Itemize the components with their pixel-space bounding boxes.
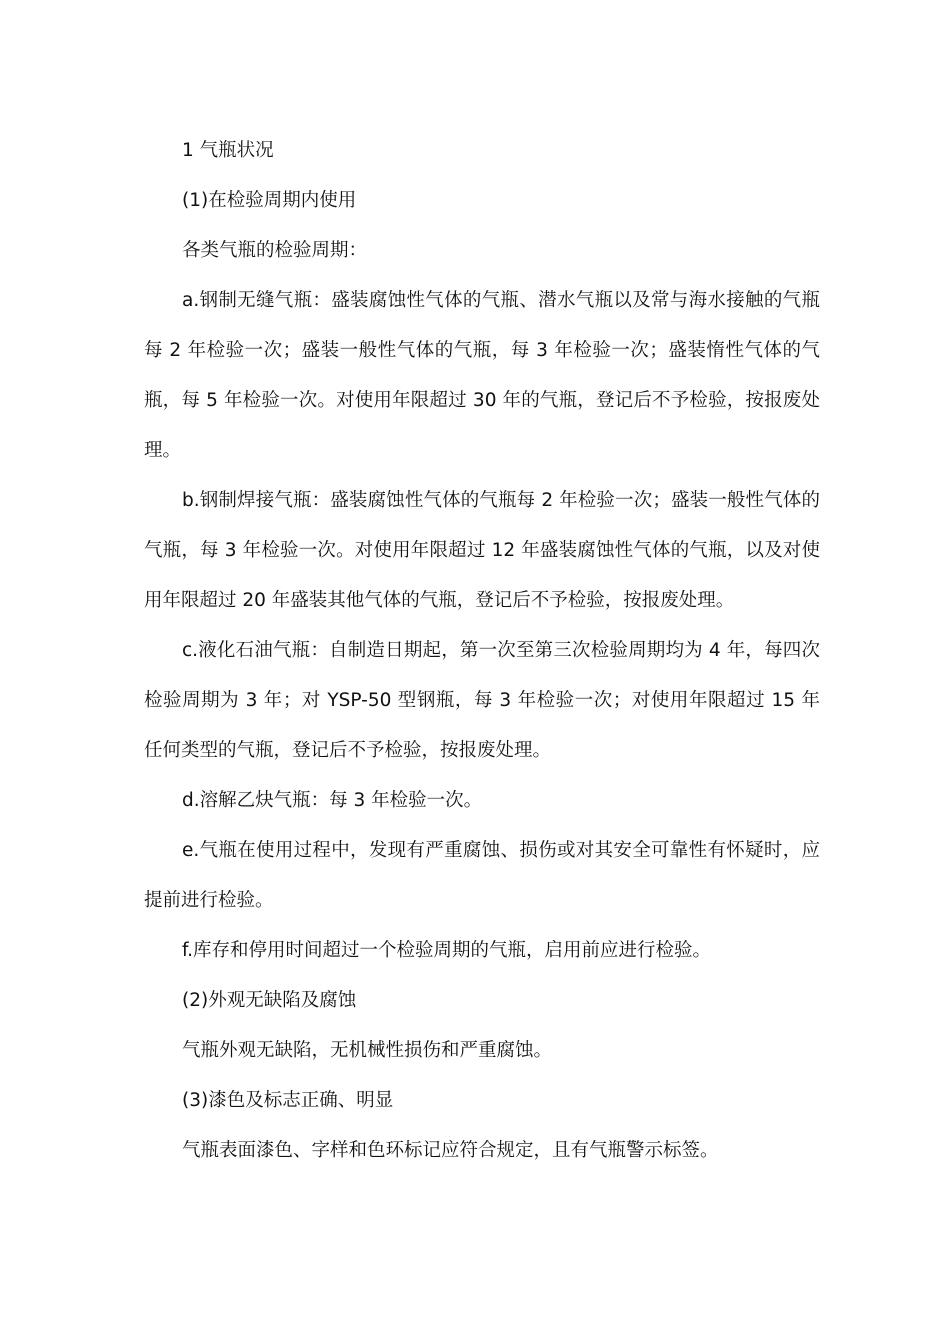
list-item: a.钢制无缝气瓶：盛装腐蚀性气体的气瓶、潜水气瓶以及常与海水接触的气瓶每 2 年检验一次；盛装一般性气体的气瓶，每 3 年检验一次；盛装惰性气体的气瓶，每 5 年检验一次。对使用年限超过 30 年的气瓶，登记后不予检验，按报废处理。	[144, 290, 820, 461]
paragraph: 气瓶表面漆色、字样和色环标记应符合规定，且有气瓶警示标签。	[182, 1140, 719, 1161]
list-item: b.钢制焊接气瓶：盛装腐蚀性气体的气瓶每 2 年检验一次；盛装一般性气体的气瓶，每 3 年检验一次。对使用年限超过 12 年盛装腐蚀性气体的气瓶，以及对使用年限超过 20 年盛装其他气体的气瓶，登记后不予检验，按报废处理。	[144, 490, 820, 611]
list-item: d.溶解乙炔气瓶：每 3 年检验一次。	[182, 790, 483, 811]
document-body	[144, 126, 820, 1176]
list-item: e.气瓶在使用过程中，发现有严重腐蚀、损伤或对其安全可靠性有怀疑时，应提前进行检验。	[144, 840, 820, 911]
subsection-heading: (1)在检验周期内使用	[182, 190, 357, 211]
subsection-heading: (2)外观无缺陷及腐蚀	[182, 990, 357, 1011]
section-heading: 1 气瓶状况	[182, 140, 274, 161]
subsection-heading: (3)漆色及标志正确、明显	[182, 1090, 394, 1111]
list-item: c.液化石油气瓶：自制造日期起，第一次至第三次检验周期均为 4 年，每四次检验周期为 3 年；对 YSP-50 型钢瓶，每 3 年检验一次；对使用年限超过 15 年任何类型的气瓶，登记后不予检验，按报废处理。	[144, 640, 820, 761]
paragraph: 气瓶外观无缺陷，无机械性损伤和严重腐蚀。	[182, 1040, 553, 1061]
list-item: f.库存和停用时间超过一个检验周期的气瓶，启用前应进行检验。	[182, 940, 712, 961]
paragraph: 各类气瓶的检验周期：	[182, 240, 368, 261]
